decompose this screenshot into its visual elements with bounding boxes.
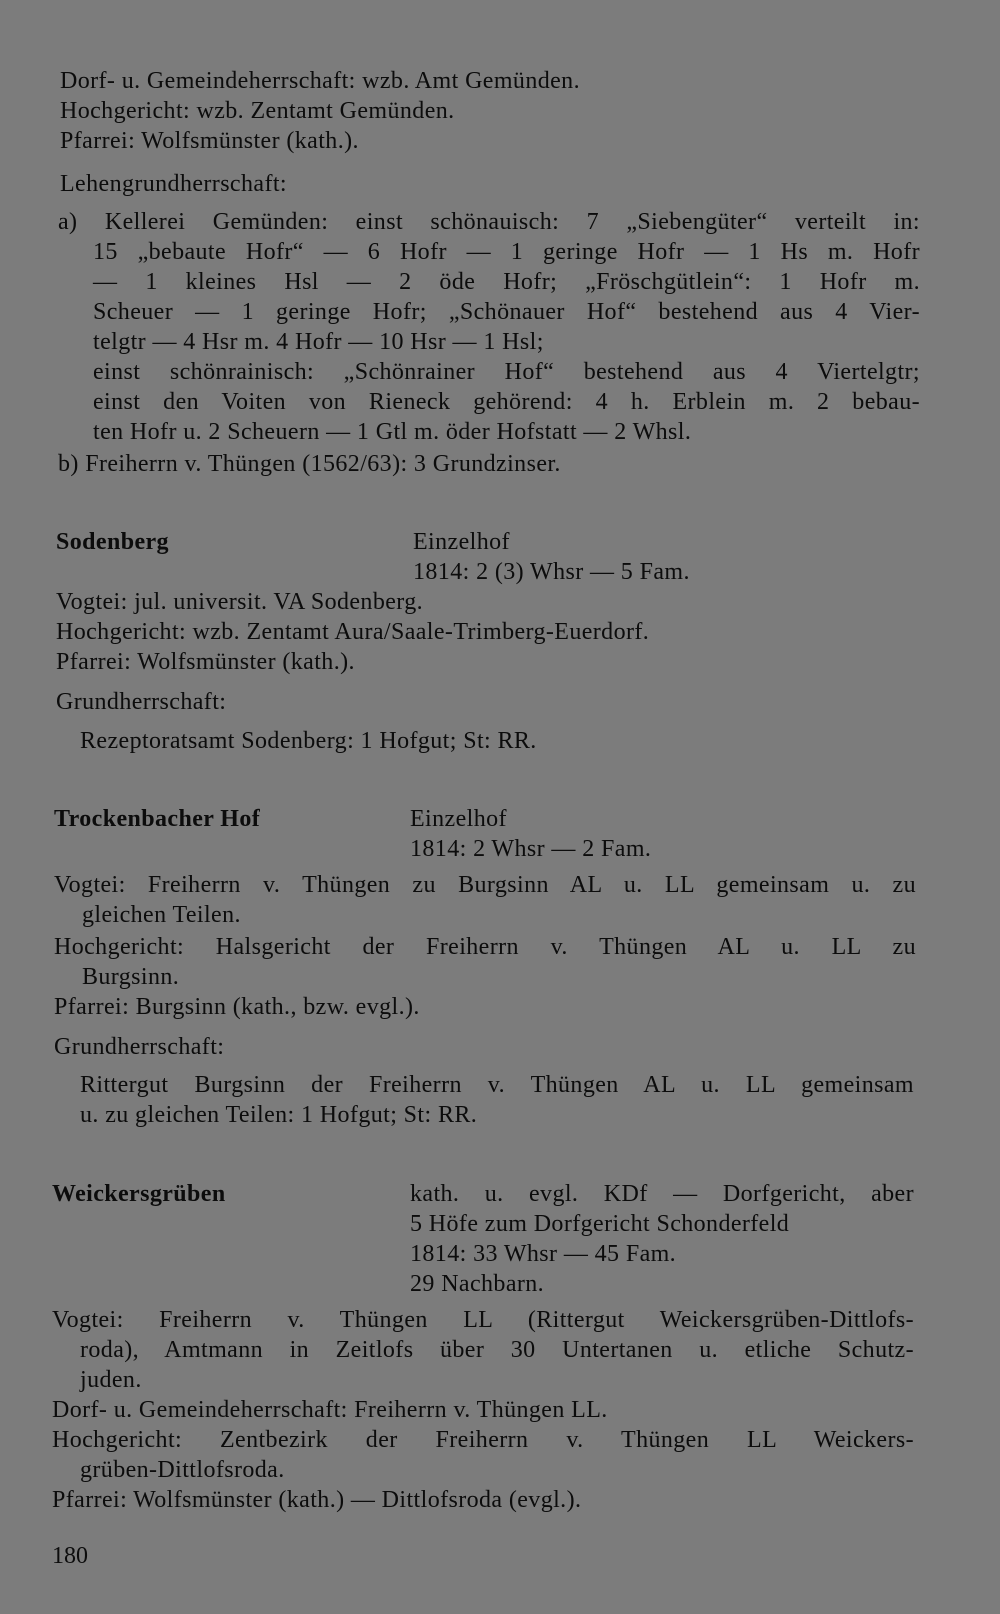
intro-line: Dorf- u. Gemeindeherrschaft: wzb. Amt Gemünden.: [60, 68, 580, 94]
entry-info: 1814: 33 Whsr — 45 Fam.: [410, 1241, 677, 1267]
entry-info: 5 Höfe zum Dorfgericht Schonderfeld: [410, 1211, 790, 1237]
intro-line: 15 „bebaute Hofr“ — 6 Hofr — 1 geringe Hofr — 1 Hs m. Hofr: [93, 239, 920, 265]
entry-heading: Weickersgrüben: [52, 1181, 226, 1207]
entry-heading: Trockenbacher Hof: [54, 806, 261, 832]
intro-line: telgtr — 4 Hsr m. 4 Hofr — 10 Hsr — 1 Hsl;: [93, 329, 544, 355]
intro-line: — 1 kleines Hsl — 2 öde Hofr; „Fröschgütlein“: 1 Hofr m.: [93, 269, 920, 295]
entry-line: Burgsinn.: [82, 964, 180, 990]
entry-line: juden.: [80, 1367, 142, 1393]
entry-line: Grundherrschaft:: [54, 1034, 225, 1060]
entry-line: Grundherrschaft:: [56, 689, 227, 715]
entry-line: Rezeptoratsamt Sodenberg: 1 Hofgut; St: RR.: [80, 728, 537, 754]
entry-line: Rittergut Burgsinn der Freiherrn v. Thüngen AL u. LL gemeinsam: [80, 1072, 914, 1098]
page-number: 180: [52, 1543, 88, 1569]
entry-line: roda), Amtmann in Zeitlofs über 30 Untertanen u. etliche Schutz-: [80, 1337, 914, 1363]
entry-line: Pfarrei: Wolfsmünster (kath.) — Dittlofsroda (evgl.).: [52, 1487, 582, 1513]
intro-line: Pfarrei: Wolfsmünster (kath.).: [60, 128, 359, 154]
entry-line: Vogtei: Freiherrn v. Thüngen LL (Rittergut Weickersgrüben-Dittlofs-: [52, 1307, 914, 1333]
entry-line: gleichen Teilen.: [82, 902, 241, 928]
entry-type: Einzelhof: [413, 529, 510, 555]
entry-line: Vogtei: Freiherrn v. Thüngen zu Burgsinn AL u. LL gemeinsam u. zu: [54, 872, 916, 898]
entry-info: 29 Nachbarn.: [410, 1271, 545, 1297]
entry-stat: 1814: 2 (3) Whsr — 5 Fam.: [413, 559, 690, 585]
entry-line: Pfarrei: Wolfsmünster (kath.).: [56, 649, 355, 675]
intro-line: Scheuer — 1 geringe Hofr; „Schönauer Hof“ bestehend aus 4 Vier-: [93, 299, 920, 325]
entry-line: u. zu gleichen Teilen: 1 Hofgut; St: RR.: [80, 1102, 478, 1128]
entry-heading: Sodenberg: [56, 529, 169, 555]
intro-line: Lehengrundherrschaft:: [60, 171, 287, 197]
intro-line: b) Freiherrn v. Thüngen (1562/63): 3 Grundzinser.: [58, 451, 561, 477]
entry-info: kath. u. evgl. KDf — Dorfgericht, aber: [410, 1181, 914, 1207]
entry-line: Hochgericht: Zentbezirk der Freiherrn v. Thüngen LL Weickers-: [52, 1427, 914, 1453]
intro-line: Hochgericht: wzb. Zentamt Gemünden.: [60, 98, 455, 124]
intro-line: einst den Voiten von Rieneck gehörend: 4 h. Erblein m. 2 bebau-: [93, 389, 920, 415]
entry-line: Hochgericht: wzb. Zentamt Aura/Saale-Trimberg-Euerdorf.: [56, 619, 650, 645]
entry-line: grüben-Dittlofsroda.: [80, 1457, 285, 1483]
entry-stat: 1814: 2 Whsr — 2 Fam.: [410, 836, 652, 862]
entry-type: Einzelhof: [410, 806, 507, 832]
intro-line: ten Hofr u. 2 Scheuern — 1 Gtl m. öder Hofstatt — 2 Whsl.: [93, 419, 692, 445]
intro-line: einst schönrainisch: „Schönrainer Hof“ bestehend aus 4 Viertelgtr;: [93, 359, 920, 385]
entry-line: Pfarrei: Burgsinn (kath., bzw. evgl.).: [54, 994, 420, 1020]
entry-line: Dorf- u. Gemeindeherrschaft: Freiherrn v. Thüngen LL.: [52, 1397, 608, 1423]
entry-line: Vogtei: jul. universit. VA Sodenberg.: [56, 589, 424, 615]
entry-line: Hochgericht: Halsgericht der Freiherrn v. Thüngen AL u. LL zu: [54, 934, 916, 960]
intro-line: a) Kellerei Gemünden: einst schönauisch: 7 „Siebengüter“ verteilt in:: [58, 209, 920, 235]
